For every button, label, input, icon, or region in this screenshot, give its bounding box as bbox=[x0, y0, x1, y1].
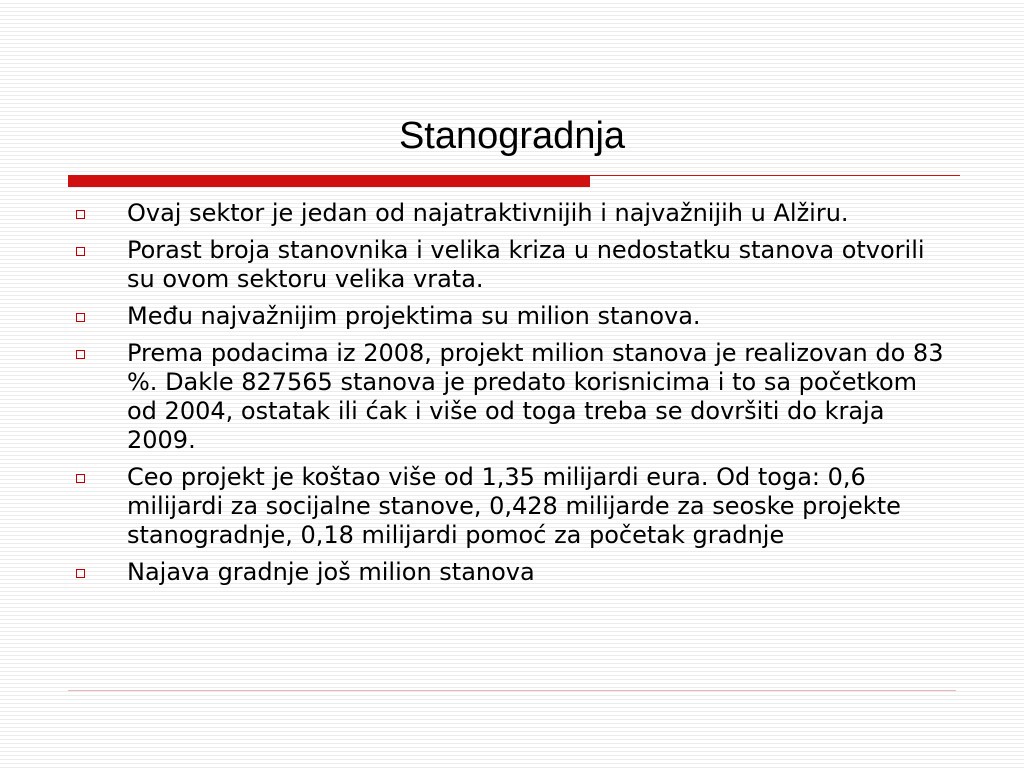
bullet-text: Ovaj sektor je jedan od najatraktivnijih i najvažnijih u Alžiru. bbox=[127, 199, 849, 227]
bullet-item bbox=[74, 463, 954, 550]
title-accent-bar bbox=[68, 175, 590, 187]
bullet-item bbox=[74, 236, 954, 294]
bullet-item bbox=[74, 558, 954, 587]
hollow-square-bullet-icon bbox=[76, 210, 85, 219]
bullet-item bbox=[74, 302, 954, 331]
bullet-item bbox=[74, 199, 954, 228]
bullet-text: Porast broja stanovnika i velika kriza u nedostatku stanova otvorili su ovom sektoru velika vrata. bbox=[127, 236, 925, 293]
slide-title: Stanogradnja bbox=[398, 115, 626, 157]
hollow-square-bullet-icon bbox=[76, 474, 85, 483]
bullet-list bbox=[74, 199, 954, 595]
bullet-item bbox=[74, 339, 954, 455]
bullet-text: Prema podacima iz 2008, projekt milion stanova je realizovan do 83 %. Dakle 827565 stanova je predato korisnicima i to sa početkom od 2004, ostatak ili ćak i više od toga treba se dovršiti do kraja 2009. bbox=[127, 339, 944, 454]
footer-divider-line bbox=[68, 690, 956, 691]
bullet-text: Ceo projekt je koštao više od 1,35 milijardi eura. Od toga: 0,6 milijardi za socijalne stanove, 0,428 milijarde za seoske projekte stanogradnje, 0,18 milijardi pomoć za početak gradnje bbox=[127, 463, 901, 549]
bullet-text: Među najvažnijim projektima su milion stanova. bbox=[127, 302, 701, 330]
title-divider-line bbox=[590, 175, 960, 176]
hollow-square-bullet-icon bbox=[76, 350, 85, 359]
hollow-square-bullet-icon bbox=[76, 247, 85, 256]
hollow-square-bullet-icon bbox=[76, 569, 85, 578]
bullet-text: Najava gradnje još milion stanova bbox=[127, 558, 535, 586]
hollow-square-bullet-icon bbox=[76, 313, 85, 322]
